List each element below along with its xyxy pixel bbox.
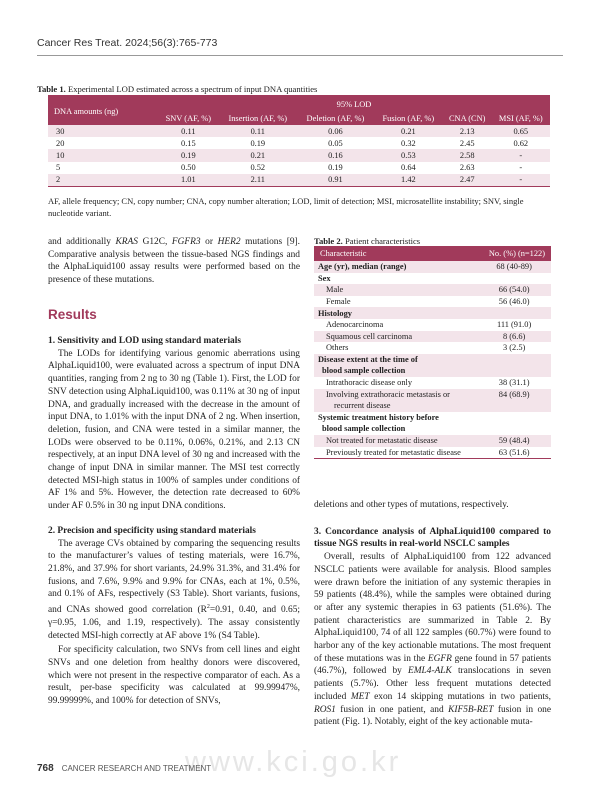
table1-col: Fusion (AF, %): [374, 111, 443, 125]
table2-col-value: No. (%) (n=122): [477, 246, 551, 261]
table-row: Age (yr), median (range) 68 (40-89): [314, 261, 551, 273]
table-row: blood sample collection: [314, 365, 551, 377]
table1-cell: -: [519, 163, 523, 173]
table1-cell: 0.52: [250, 163, 266, 173]
table1-cell: 10: [48, 149, 158, 161]
continuation-text: deletions and other types of mutations, respectively.: [314, 500, 509, 510]
table1-cell: 2.58: [443, 149, 492, 161]
table1-cell: 2.63: [459, 163, 475, 173]
section2-heading: 2. Precision and specificity using standard materials: [48, 525, 256, 536]
table1-cell: 0.16: [297, 149, 374, 161]
section2-text-2: For specificity calculation, two SNVs from cell lines and eight SNVs and one deletion from healthy donors were discovered, which were not present in the respective comparator of each. As a result, per-base specificity was calculated at 99.99947%, 99.99999%, and 100% for detection of SNVs,: [48, 645, 300, 707]
table-row: Previously treated for metastatic disease 63 (51.6): [314, 447, 551, 459]
right-column: [314, 499, 551, 729]
table-row: Others 3 (2.5): [326, 343, 526, 353]
table-row: Not treated for metastatic disease 59 (48.4): [314, 435, 551, 447]
table-row: recurrent disease: [314, 400, 551, 412]
table2-col-characteristic: Characteristic: [314, 246, 477, 261]
table-row: Histology: [314, 307, 551, 319]
results-heading: Results: [48, 307, 97, 322]
section2-text: The average CVs obtained by comparing the sequencing results to the manufacturer’s values of testing materials, were 16.7%, 21.8%, and 37.9% for short variants, 24.9% 31.3%, and 31.4% for fusions, and 7.6%, 9.9% and 9.9% for CNAs, each at 1%, 0.5%, and 0.1% of AFs, respectively (S3 Table). Short variants, fusions, and CNAs showed good correlation ($R^2=0.91$, 0.40, and 0.65; γ=0.95, 1.06, and 1.19, respectively). The assay consistently detected MSI-high correctly at AF above 1% (S4 Table).: [48, 538, 300, 641]
footer-journal: CANCER RESEARCH AND TREATMENT: [61, 764, 212, 773]
table-row: Intrathoracic disease only 38 (31.1): [326, 378, 530, 388]
gene-eml4-alk: EML4-ALK: [408, 666, 452, 677]
section3-text: Overall, results of AlphaLiquid100 from 122 advanced NSCLC patients were available for analysis. Blood samples were drawn before the initiation of any systemic therapies in 59 patients (48.4%), while the samples were obtained during or after any systemic therapies in 63 patients (51.6%). The patient characteristics are summarized in Table 2. By AlphaLiquid100, 74 of all 122 samples (60.7%) were found to harbor any of the key actionable mutations. The most frequent of these mutations was in the EGFR gene found in 57 patients (46.7%), followed by EML4-ALK translocations in seven patients (5.7%). Other less frequent mutations detected included MET exon 14 skipping mutations in two patients, ROS1 fusion in one patient, and KIF5B-RET fusion in one patient (Fig. 1). Notably, eight of the key actionable muta-: [314, 552, 551, 728]
table1-label: Table 1.: [37, 84, 66, 94]
left-column-sections: [48, 335, 300, 708]
table2: [314, 246, 551, 459]
table1-col: MSI (AF, %): [492, 111, 550, 125]
table1-cell: 5: [56, 163, 61, 173]
table-row: blood sample collection: [322, 424, 406, 434]
table-row: [48, 125, 550, 137]
table1-cell: 0.32: [401, 138, 416, 148]
table1-caption: Experimental LOD estimated across a spectrum of input DNA quantities: [67, 84, 318, 94]
table1-cell: 2.13: [443, 125, 492, 137]
table1-title: [37, 84, 317, 94]
table1-cell: 0.21: [374, 125, 443, 137]
table-row: Squamous cell carcinoma 8 (6.6): [314, 331, 551, 343]
table-row: [48, 149, 550, 161]
table1-row-header: DNA amounts (ng): [48, 95, 158, 125]
section1-heading: 1. Sensitivity and LOD using standard materials: [48, 336, 241, 346]
table-row: [48, 137, 550, 149]
page-footer: [37, 763, 211, 774]
table1-cell: 0.19: [328, 163, 343, 173]
table1-cell: 0.53: [374, 149, 443, 161]
left-column: [48, 236, 300, 287]
table-row: Systemic treatment history before: [318, 412, 439, 422]
table1-cell: 2.47: [443, 174, 492, 187]
table1-cell: 0.65: [492, 125, 550, 137]
section1-text: The LODs for identifying various genomic aberrations using AlphaLiquid100, were evaluated across a spectrum of input DNA quantities, ranging from 2 ng to 30 ng (Table 1). First, the LOD for SNV detection using AlphaLiquid100, was 0.11% at 30 ng of input DNA, and gradually increased with the decrease in the amount of input DNA, to 1.01% with the input DNA of 2 ng. When insertion, deletion, fusion, and CNA were tested in a similar manner, the LODs were observed to be 0.11%, 0.06%, 0.21%, and 2.13 CN respectively, at an input DNA level of 30 ng and increased with the change of input DNA in similar manner. The MSI test correctly detected MSI-high status in 100% of samples under conditions of AF 1% and 5%. However, the detection rate decreased to 60% under AF 0.5% in 30 ng input DNA conditions.: [48, 348, 300, 512]
table1-cell: 2.45: [459, 138, 475, 148]
table1-cell: -: [492, 149, 550, 161]
table2-label: Table 2.: [314, 236, 343, 246]
table1-cell: 0.15: [181, 138, 196, 148]
table2-title: [314, 236, 420, 246]
watermark: www.kci.go.kr: [185, 746, 402, 778]
table1-cell: 0.11: [158, 125, 219, 137]
table-row: [48, 174, 550, 187]
page-number: 768: [37, 763, 54, 774]
table1: [48, 95, 550, 187]
table1-col: SNV (AF, %): [158, 111, 219, 125]
table1-cell: 2: [48, 174, 158, 187]
gene-ros1: ROS1: [314, 704, 336, 715]
gene-kras: KRAS: [115, 237, 138, 247]
table1-cell: 0.64: [401, 163, 416, 173]
table1-col: Insertion (AF, %): [219, 111, 297, 125]
gene-kif5b-ret: KIF5B-RET: [448, 704, 494, 715]
running-header: Cancer Res Treat. 2024;56(3):765-773: [37, 37, 218, 49]
table1-cell: 0.21: [219, 149, 297, 161]
table1-cell: 0.62: [513, 138, 529, 148]
gene-met: MET: [350, 691, 370, 702]
table1-cell: 0.19: [250, 138, 266, 148]
table-row: Sex: [318, 273, 331, 283]
table-row: Male 66 (54.0): [314, 284, 551, 296]
table1-cell: 0.91: [297, 174, 374, 187]
table1-cell: 2.11: [219, 174, 297, 187]
gene-her2: HER2: [217, 237, 241, 247]
table-row: Female 56 (46.0): [326, 296, 530, 306]
table-row: Adenocarcinoma 111 (91.0): [326, 320, 532, 330]
table1-cell: 20: [56, 138, 65, 148]
table1-cell: 1.01: [158, 174, 219, 187]
table1-col: Deletion (AF, %): [297, 111, 374, 125]
table-row: [48, 162, 550, 174]
table1-cell: 0.06: [297, 125, 374, 137]
intro-paragraph: and additionally KRAS G12C, FGFR3 or HER2 mutations [9]. Comparative analysis between the tissue-based NGS findings and the AlphaLiquid100 assay results were performed based on the presence of these mutations.: [48, 237, 300, 286]
section3-heading: 3. Concordance analysis of AlphaLiquid100 compared to tissue NGS results in real-world NSCLC samples: [314, 526, 551, 550]
table1-cell: 0.05: [328, 138, 343, 148]
table1-cell: -: [492, 174, 550, 187]
table1-cell: 0.11: [219, 125, 297, 137]
table1-cell: 1.42: [374, 174, 443, 187]
table2-caption: Patient characteristics: [344, 236, 421, 246]
table1-footnote: AF, allele frequency; CN, copy number; CNA, copy number alteration; LOD, limit of detection; MSI, microsatellite instability; SNV, single nucleotide variant.: [48, 196, 524, 218]
table1-cell: 30: [48, 125, 158, 137]
table1-col: CNA (CN): [443, 111, 492, 125]
header-rule: [37, 55, 563, 56]
table1-cell: 0.19: [158, 149, 219, 161]
table-row: Disease extent at the time of: [314, 354, 551, 366]
gene-egfr: EGFR: [427, 653, 452, 664]
table-row: Involving extrathoracic metastasis or 84 (68.9): [314, 389, 551, 401]
table1-group-header: 95% LOD: [158, 95, 550, 111]
gene-fgfr3: FGFR3: [171, 237, 201, 247]
table1-cell: 0.50: [181, 163, 196, 173]
